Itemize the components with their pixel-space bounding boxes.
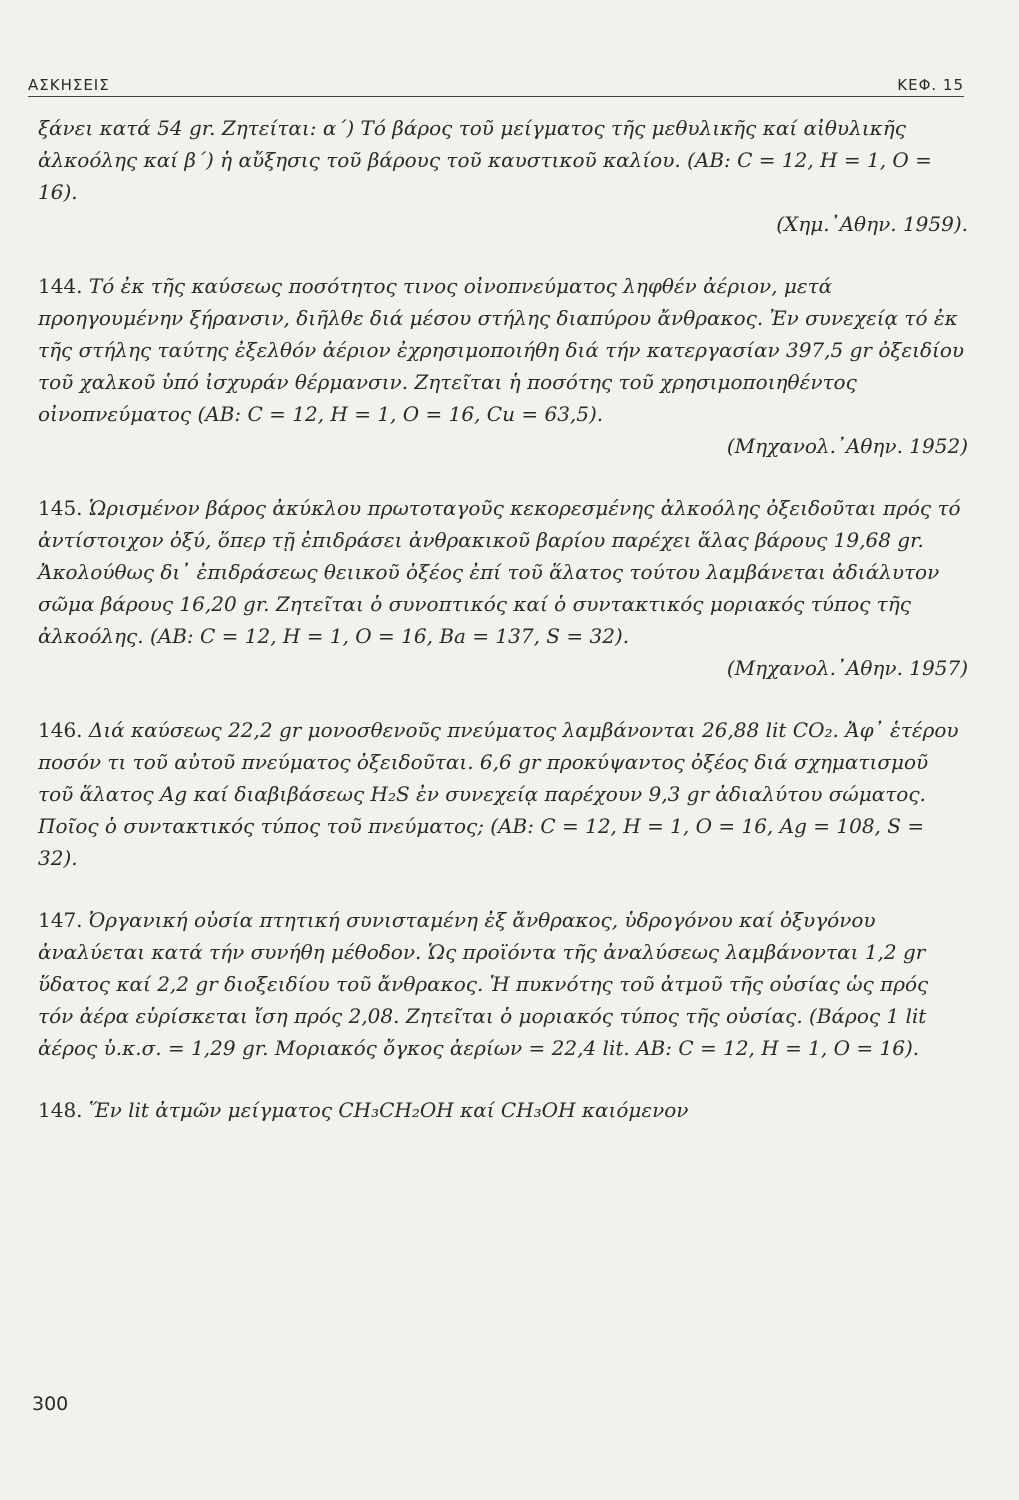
- exercise-text: Ἕν lit ἀτμῶν μείγματος CH₃CH₂OH καί CH₃OH καιόμενον: [88, 1098, 689, 1122]
- exercise-number: 147.: [38, 908, 83, 932]
- intro-paragraph: [38, 112, 968, 240]
- exercise-text: Τό ἐκ τῆς καύσεως ποσότητος τινος οἰνοπνεύματος ληφθέν ἀέριον, μετά προηγουμένην ξήρανσιν, διῆλθε διά μέσου στήλης διαπύρου ἄνθρακος. Ἐν συνεχείᾳ τό ἐκ τῆς στήλης ταύτης ἐξελθόν ἀέριον ἐχρησιμοποιήθη διά τήν κατεργασίαν 397,5 gr ὀξειδίου τοῦ χαλκοῦ ὑπό ἰσχυράν θέρμανσιν. Ζητεῖται ἡ ποσότης τοῦ χρησιμοποιηθέντος οἰνοπνεύματος (ΑΒ: C = 12, H = 1, O = 16, Cu = 63,5).: [38, 274, 965, 426]
- exercise-number: 144.: [38, 274, 83, 298]
- exercise-text: Ὡρισμένον βάρος ἀκύκλου πρωτοταγοῦς κεκορεσμένης ἀλκοόλης ὀξειδοῦται πρός τό ἀντίστοιχον ὀξύ, ὅπερ τῇ ἐπιδράσει ἀνθρακικοῦ βαρίου παρέχει ἅλας βάρους 19,68 gr. Ἀκολούθως δι᾿ ἐπιδράσεως θειικοῦ ὀξέος ἐπί τοῦ ἅλατος τούτου λαμβάνεται ἀδιάλυτον σῶμα βάρους 16,20 gr. Ζητεῖται ὁ συνοπτικός καί ὁ συντακτικός μοριακός τύπος τῆς ἀλκοόλης. (ΑΒ: C = 12, H = 1, O = 16, Ba = 137, S = 32).: [38, 496, 961, 648]
- page-number: 300: [32, 1393, 69, 1415]
- exercise-number: 148.: [38, 1098, 83, 1122]
- exercise-144: [38, 270, 968, 462]
- exercise-148: [38, 1094, 968, 1126]
- exercise-reference: (Μηχανολ.᾿Αθην. 1952): [726, 434, 968, 458]
- intro-text: ξάνει κατά 54 gr. Ζητείται: α΄) Τό βάρος τοῦ μείγματος τῆς μεθυλικῆς καί αἰθυλικῆς ἀλκοόλης καί β΄) ἡ αὔξησις τοῦ βάρους τοῦ καυστικοῦ καλίου. (ΑΒ: C = 12, H = 1, O = 16).: [38, 116, 932, 204]
- exercise-145: [38, 492, 968, 684]
- exercise-146: [38, 714, 968, 874]
- exercise-number: 145.: [38, 496, 83, 520]
- header-section-title: ΑΣΚΗΣΕΙΣ: [28, 76, 110, 94]
- header-chapter: ΚΕΦ. 15: [897, 76, 964, 94]
- exercise-text: Ὀργανική οὐσία πτητική συνισταμένη ἐξ ἄνθρακος, ὑδρογόνου καί ὀξυγόνου ἀναλύεται κατά τήν συνήθη μέθοδον. Ὡς προϊόντα τῆς ἀναλύσεως λαμβάνονται 1,2 gr ὕδατος καί 2,2 gr διοξειδίου τοῦ ἄνθρακος. Ἡ πυκνότης τοῦ ἀτμοῦ τῆς οὐσίας ὡς πρός τόν ἀέρα εὑρίσκεται ἴση πρός 2,08. Ζητεῖται ὁ μοριακός τύπος τῆς οὐσίας. (Βάρος 1 lit ἀέρος ὑ.κ.σ. = 1,29 gr. Μοριακός ὄγκος ἀερίων = 22,4 lit. ΑΒ: C = 12, H = 1, O = 16).: [38, 908, 929, 1060]
- exercise-number: 146.: [38, 718, 83, 742]
- exercise-147: [38, 904, 968, 1064]
- running-header: [28, 72, 964, 97]
- exercise-reference: (Μηχανολ.᾿Αθην. 1957): [726, 656, 968, 680]
- exercise-text: Διά καύσεως 22,2 gr μονοσθενοῦς πνεύματος λαμβάνονται 26,88 lit CO₂. Ἀφ᾿ ἑτέρου ποσόν τι τοῦ αὐτοῦ πνεύματος ὀξειδοῦται. 6,6 gr προκύψαντος ὀξέος διά σχηματισμοῦ τοῦ ἅλατος Ag καί διαβιβάσεως H₂S ἐν συνεχείᾳ παρέχουν 9,3 gr ἀδιαλύτου σώματος. Ποῖος ὁ συντακτικός τύπος τοῦ πνεύματος; (ΑΒ: C = 12, H = 1, O = 16, Ag = 108, S = 32).: [38, 718, 959, 870]
- page-body: [38, 112, 968, 1126]
- intro-reference: (Χημ.᾿Αθην. 1959).: [776, 212, 968, 236]
